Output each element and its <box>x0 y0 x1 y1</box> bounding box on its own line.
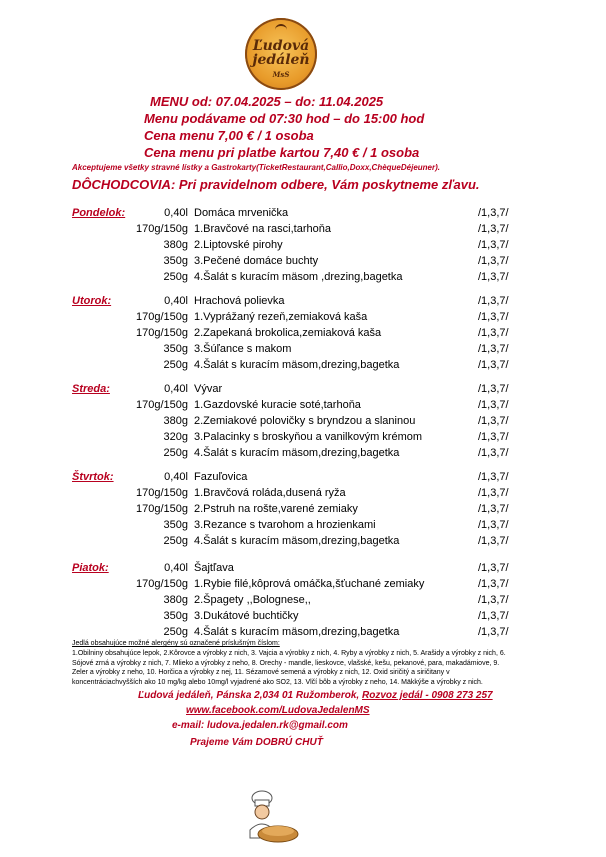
dish-weight: 380g <box>163 239 188 251</box>
serving-hours: Menu podávame od 07:30 hod – do 15:00 hod <box>144 111 425 126</box>
dish-weight: 350g <box>163 343 188 355</box>
legend-line: 1.Obilniny obsahujúce lepok, 2.Kôrovce a výrobky z nich, 3. Vajcia a výrobky z nich, 4. Ryby a výrobky z nich, 5. Arašidy a výrobky z nich, 6. <box>72 650 506 657</box>
dish-name: 2.Špagety ,,Bolognese,, <box>194 594 311 606</box>
logo-line-1: Ľudová <box>252 38 310 54</box>
dish-name: 3.Dukátové buchtičky <box>194 610 299 622</box>
allergen-legend <box>72 649 542 687</box>
dish-name: Domáca mrvenička <box>194 207 289 219</box>
dish-allergens: /1,3,7/ <box>478 503 509 515</box>
dish-allergens: /1,3,7/ <box>478 431 509 443</box>
dish-allergens: /1,3,7/ <box>478 578 509 590</box>
dish-weight: 350g <box>163 610 188 622</box>
day-label: Štvrtok: <box>72 471 114 483</box>
email[interactable]: e-mail: ludova.jedalen.rk@gmail.com <box>172 720 348 731</box>
dish-allergens: /1,3,7/ <box>478 471 509 483</box>
accepted-cards: Akceptujeme všetky stravné lístky a Gastrokarty(TicketRestaurant,Callio,Doxx,ChèqueDéjeuner). <box>72 163 440 172</box>
dish-name: 2.Pstruh na rošte,varené zemiaky <box>194 503 358 515</box>
dish-allergens: /1,3,7/ <box>478 535 509 547</box>
dish-allergens: /1,3,7/ <box>478 519 509 531</box>
dish-weight: 250g <box>163 447 188 459</box>
good-appetite: Prajeme Vám DOBRÚ CHUŤ <box>190 737 323 748</box>
address-text: Ľudová jedáleň, Pánska 2,034 01 Ružomberok, <box>138 690 360 701</box>
dish-weight: 0,40l <box>164 295 188 307</box>
dish-allergens: /1,3,7/ <box>478 610 509 622</box>
day-label: Utorok: <box>72 295 112 307</box>
dish-allergens: /1,3,7/ <box>478 327 509 339</box>
dish-allergens: /1,3,7/ <box>478 223 509 235</box>
dish-name: Vývar <box>194 383 223 395</box>
dish-allergens: /1,3,7/ <box>478 487 509 499</box>
menu-dates: MENU od: 07.04.2025 – do: 11.04.2025 <box>150 94 384 109</box>
dish-weight: 320g <box>163 431 188 443</box>
chef-icon <box>240 790 302 846</box>
dish-weight: 380g <box>163 594 188 606</box>
dish-weight: 0,40l <box>164 383 188 395</box>
dish-weight: 170g/150g <box>136 503 188 515</box>
dish-name: 2.Liptovské pirohy <box>194 239 283 251</box>
dish-name: 4.Šalát s kuracím mäsom,drezing,bagetka <box>194 447 400 459</box>
dish-name: 4.Šalát s kuracím mäsom,drezing,bagetka <box>194 626 400 638</box>
dish-allergens: /1,3,7/ <box>478 255 509 267</box>
dish-allergens: /1,3,7/ <box>478 399 509 411</box>
dish-allergens: /1,3,7/ <box>478 271 509 283</box>
dish-weight: 250g <box>163 535 188 547</box>
dish-allergens: /1,3,7/ <box>478 311 509 323</box>
dish-weight: 250g <box>163 626 188 638</box>
dish-allergens: /1,3,7/ <box>478 239 509 251</box>
dish-name: 1.Rybie filé,kôprová omáčka,šťuchané zemiaky <box>194 578 425 590</box>
dish-weight: 170g/150g <box>136 399 188 411</box>
dish-name: 4.Šalát s kuracím mäsom ,drezing,bagetka <box>194 271 403 283</box>
price: Cena menu 7,00 € / 1 osoba <box>144 128 314 143</box>
dish-allergens: /1,3,7/ <box>478 359 509 371</box>
dish-name: 3.Palacinky s broskyňou a vanilkovým krémom <box>194 431 423 443</box>
dish-name: 1.Vyprážaný rezeň,zemiaková kaša <box>194 311 368 323</box>
dish-weight: 170g/150g <box>136 311 188 323</box>
dish-name: 1.Bravčová roláda,dusená ryža <box>194 487 346 499</box>
dish-allergens: /1,3,7/ <box>478 383 509 395</box>
dish-weight: 250g <box>163 359 188 371</box>
dish-weight: 350g <box>163 255 188 267</box>
dish-allergens: /1,3,7/ <box>478 562 509 574</box>
dish-weight: 0,40l <box>164 471 188 483</box>
dish-name: Hrachová polievka <box>194 295 285 307</box>
dish-allergens: /1,3,7/ <box>478 415 509 427</box>
address <box>138 690 493 701</box>
dish-allergens: /1,3,7/ <box>478 343 509 355</box>
dish-name: 3.Šúľance s makom <box>194 343 292 355</box>
delivery-phone: Rozvoz jedál - 0908 273 257 <box>361 690 493 701</box>
dish-weight: 350g <box>163 519 188 531</box>
price-card: Cena menu pri platbe kartou 7,40 € / 1 osoba <box>144 145 420 160</box>
dish-weight: 0,40l <box>164 207 188 219</box>
legend-line: koncentráciachvyšších ako 10 mg/kg alebo 10mg/l vyjadrené ako SO2, 13. Vlčí bôb a výrobky z neho, 14. Mäkkýše a výrobky z nich. <box>72 678 483 686</box>
dish-allergens: /1,3,7/ <box>478 295 509 307</box>
day-label: Pondelok: <box>72 207 126 219</box>
dish-weight: 170g/150g <box>136 327 188 339</box>
seniors-discount: DÔCHODCOVIA: Pri pravidelnom odbere, Vám poskytneme zľavu. <box>72 177 480 192</box>
dish-name: Fazuľovica <box>194 471 248 483</box>
legend-line: Sójové zrná a výrobky z nich, 7. Mlieko a výrobky z neho, 8. Orechy - mandle, lieskovce, vlašské, kešu, pekanové, para, makadámiove, 9. <box>72 659 500 667</box>
dish-weight: 170g/150g <box>136 578 188 590</box>
allergen-legend-heading: Jedlá obsahujúce možné alergény sú označené príslušným číslom: <box>72 640 280 647</box>
dish-allergens: /1,3,7/ <box>478 626 509 638</box>
dish-allergens: /1,3,7/ <box>478 594 509 606</box>
dish-weight: 170g/150g <box>136 223 188 235</box>
dish-weight: 0,40l <box>164 562 188 574</box>
leaf-icon <box>275 24 287 36</box>
dish-weight: 380g <box>163 415 188 427</box>
dish-name: 4.Šalát s kuracím mäsom,drezing,bagetka <box>194 359 400 371</box>
legend-line: Zeler a výrobky z neho, 10. Horčica a výrobky z nej, 11. Sézamové semená a výrobky z nich, 12. Oxid siričitý a siričitany v <box>72 669 450 676</box>
dish-name: 2.Zemiakové polovičky s bryndzou a slaninou <box>194 415 416 427</box>
dish-name: 1.Gazdovské kuracie soté,tarhoňa <box>194 399 361 411</box>
dish-allergens: /1,3,7/ <box>478 207 509 219</box>
dish-name: Šajtľava <box>194 562 234 574</box>
dish-name: 2.Zapekaná brokolica,zemiaková kaša <box>194 327 382 339</box>
dish-weight: 250g <box>163 271 188 283</box>
dish-name: 3.Pečené domáce buchty <box>194 255 319 267</box>
day-label: Streda: <box>72 383 110 395</box>
dish-name: 1.Bravčové na rasci,tarhoňa <box>194 223 331 235</box>
dish-name: 4.Šalát s kuracím mäsom,drezing,bagetka <box>194 535 400 547</box>
logo-line-3: MsS <box>272 70 290 79</box>
day-label: Piatok: <box>72 562 109 574</box>
dish-allergens: /1,3,7/ <box>478 447 509 459</box>
dish-name: 3.Rezance s tvarohom a hrozienkami <box>194 519 376 531</box>
dish-weight: 170g/150g <box>136 487 188 499</box>
logo <box>245 18 317 90</box>
facebook-link[interactable]: www.facebook.com/LudovaJedalenMS <box>186 705 370 716</box>
logo-line-2: jedáleň <box>252 52 310 68</box>
